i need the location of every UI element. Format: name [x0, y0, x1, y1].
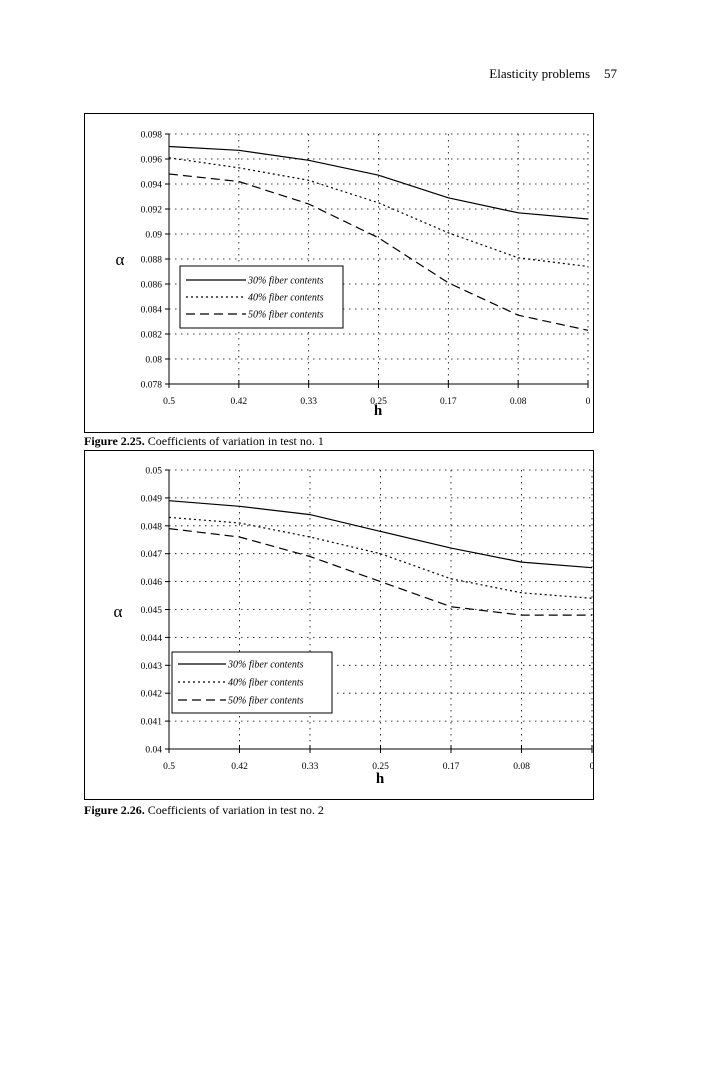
x-tick-label: 0.42 — [230, 397, 248, 407]
y-tick-label: 0.046 — [140, 578, 162, 589]
x-tick-label: 0.42 — [231, 762, 248, 772]
y-tick-label: 0.042 — [140, 689, 162, 700]
y-tick-label: 0.084 — [140, 305, 162, 316]
x-tick-label: 0.08 — [513, 762, 530, 772]
y-tick-label: 0.044 — [140, 633, 162, 644]
figure-label: Figure 2.25. — [84, 434, 145, 448]
y-tick-label: 0.094 — [140, 180, 162, 191]
running-title: Elasticity problems — [489, 66, 590, 81]
y-tick-label: 0.048 — [140, 522, 162, 533]
x-tick-label: 0 — [585, 397, 591, 407]
x-tick-label: 0.33 — [300, 397, 317, 407]
x-tick-label: 0.25 — [372, 762, 389, 772]
x-tick-label: 0.5 — [163, 762, 175, 772]
y-tick-label: 0.041 — [140, 717, 162, 728]
y-tick-label: 0.096 — [140, 155, 162, 166]
figure-caption-text: Coefficients of variation in test no. 2 — [147, 803, 324, 817]
x-axis-label: h — [373, 403, 383, 419]
y-tick-label: 0.047 — [140, 550, 162, 561]
legend-label: 40% fiber contents — [248, 292, 324, 304]
running-header — [489, 66, 617, 82]
y-tick-label: 0.088 — [140, 255, 162, 266]
x-tick-label: 0 — [589, 762, 595, 772]
figure-2-26-chart — [84, 450, 594, 800]
y-tick-label: 0.043 — [140, 661, 162, 672]
series-line — [169, 501, 592, 568]
y-tick-label: 0.05 — [145, 466, 162, 477]
y-tick-label: 0.078 — [140, 380, 162, 391]
y-tick-label: 0.086 — [140, 280, 162, 291]
legend-label: 30% fiber contents — [228, 659, 304, 671]
x-tick-label: 0.25 — [370, 397, 387, 407]
y-tick-label: 0.04 — [145, 745, 162, 756]
figure-2-26-caption — [84, 803, 324, 818]
figure-label: Figure 2.26. — [84, 803, 145, 817]
page-number: 57 — [604, 66, 617, 81]
x-axis-label: h — [375, 771, 385, 787]
legend-label: 50% fiber contents — [228, 695, 304, 707]
x-tick-label: 0.17 — [442, 762, 460, 772]
legend-label: 40% fiber contents — [228, 677, 304, 689]
y-tick-label: 0.049 — [140, 494, 162, 505]
figure-caption-text: Coefficients of variation in test no. 1 — [147, 434, 324, 448]
x-tick-label: 0.5 — [163, 397, 175, 407]
chart-2-svg — [85, 451, 595, 801]
y-axis-label: α — [113, 602, 123, 621]
figure-2-25-chart — [84, 113, 594, 433]
y-tick-label: 0.082 — [140, 330, 162, 341]
legend-label: 30% fiber contents — [248, 275, 324, 287]
x-tick-label: 0.08 — [509, 397, 527, 407]
chart-1-svg — [85, 114, 595, 434]
series-line — [169, 517, 592, 598]
y-tick-label: 0.092 — [140, 205, 162, 216]
y-tick-label: 0.045 — [140, 606, 162, 616]
legend-label: 50% fiber contents — [248, 309, 324, 321]
y-tick-label: 0.09 — [145, 230, 162, 241]
y-axis-label: α — [115, 250, 125, 269]
x-tick-label: 0.17 — [440, 397, 457, 407]
y-tick-label: 0.08 — [145, 355, 162, 366]
x-tick-label: 0.33 — [301, 762, 319, 772]
y-tick-label: 0.098 — [140, 130, 162, 141]
figure-2-25-caption — [84, 434, 324, 449]
